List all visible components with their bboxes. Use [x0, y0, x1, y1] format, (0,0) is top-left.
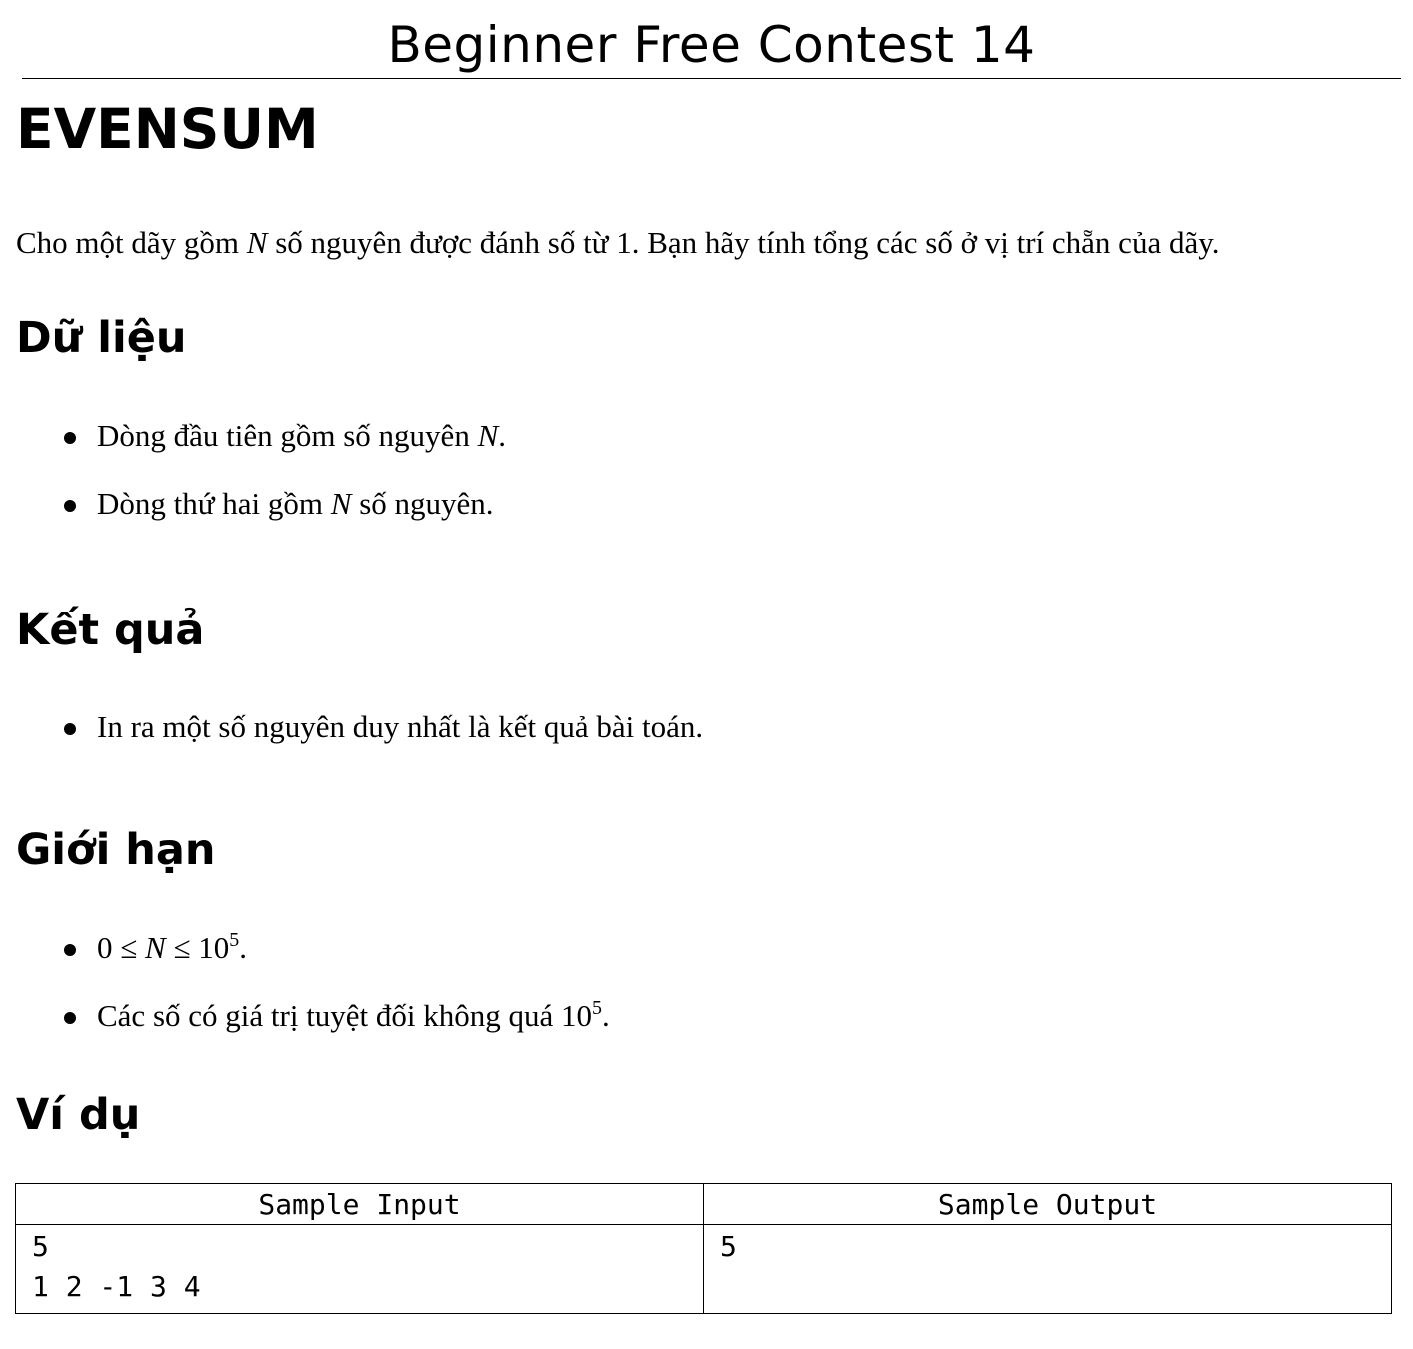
sample-table — [15, 1183, 1392, 1314]
output-section-heading: Kết quả — [16, 605, 205, 655]
problem-title: EVENSUM — [16, 97, 319, 161]
output-section-list — [64, 708, 703, 746]
list-item: Các số có giá trị tuyệt đối không quá $10^5$. — [64, 997, 610, 1035]
constraints-section-list — [64, 929, 610, 1035]
sample-output-cell — [704, 1225, 1392, 1314]
statement-text: số nguyên được đánh số từ 1. Bạn hãy tính tổng các số ở vị trí chẵn của dãy. — [267, 225, 1220, 260]
bullet-icon — [64, 500, 76, 512]
constraints-section-heading: Giới hạn — [16, 825, 216, 875]
bullet-icon — [64, 432, 76, 444]
list-item: Dòng đầu tiên gồm số nguyên N. — [64, 417, 506, 455]
sample-output-line: 5 — [720, 1230, 737, 1263]
bullet-icon — [64, 723, 76, 735]
bullet-icon — [64, 944, 76, 956]
bullet-icon — [64, 1012, 76, 1024]
input-section-list — [64, 417, 506, 523]
sample-output-header: Sample Output — [704, 1184, 1392, 1225]
table-header-row — [16, 1184, 1392, 1225]
list-item: In ra một số nguyên duy nhất là kết quả bài toán. — [64, 708, 703, 746]
table-row — [16, 1225, 1392, 1314]
sample-input-cell — [16, 1225, 704, 1314]
list-item: $0 \le N \le 10^5$. — [64, 929, 610, 967]
list-item: Dòng thứ hai gồm N số nguyên. — [64, 485, 506, 523]
sample-input-header: Sample Input — [16, 1184, 704, 1225]
sample-input-line: 1 2 -1 3 4 — [32, 1270, 201, 1303]
contest-header — [22, 14, 1401, 79]
contest-name: Beginner Free Contest 14 — [387, 16, 1036, 74]
input-section-heading: Dữ liệu — [16, 313, 187, 363]
statement-var-n: N — [246, 225, 268, 260]
sample-input-line: 5 — [32, 1230, 49, 1263]
example-section-heading: Ví dụ — [16, 1090, 141, 1140]
statement-text: Cho một dãy gồm — [16, 225, 247, 260]
problem-statement — [16, 224, 1219, 262]
